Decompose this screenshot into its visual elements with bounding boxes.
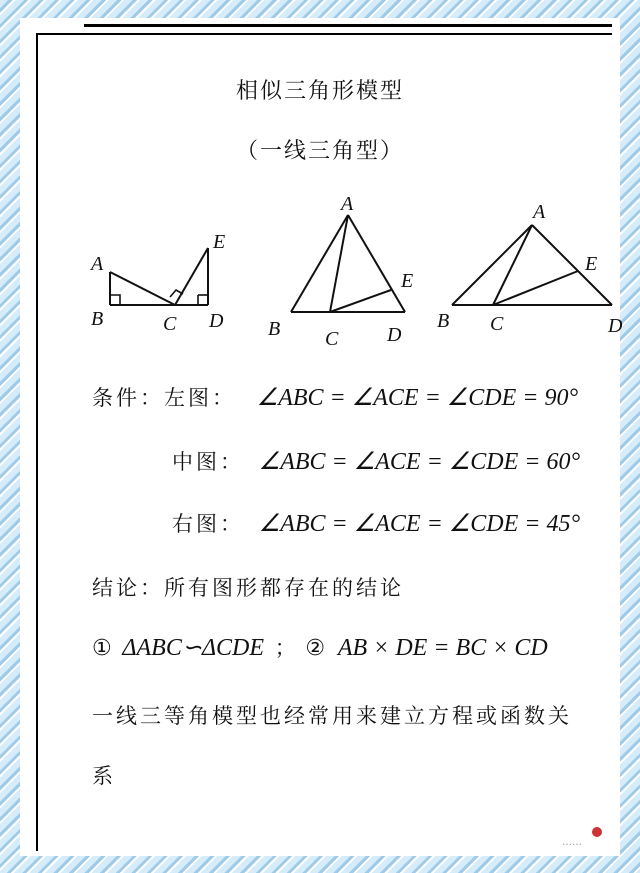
condition-right-row <box>172 508 580 538</box>
label-c-left: C <box>163 313 177 335</box>
label-d-right: D <box>608 315 623 337</box>
figures-diagram <box>0 190 640 355</box>
conclusion-item2: AB × DE = BC × CD <box>337 635 548 661</box>
note-text-line2: 系 <box>92 764 116 788</box>
label-a-right: A <box>533 201 546 223</box>
label-e-middle: E <box>401 270 414 292</box>
right-angle-mark-b <box>110 295 120 305</box>
note-text-line1: 一线三等角模型也经常用来建立方程或函数关 <box>92 704 572 728</box>
segment-ad-right <box>532 225 612 305</box>
label-b-middle: B <box>268 318 281 340</box>
conclusion-item1-marker: ① <box>92 636 112 661</box>
figure-middle <box>291 215 405 312</box>
label-d-left: D <box>209 310 224 332</box>
conclusion-label: 结论：所有图形都存在的结论 <box>92 576 404 600</box>
segment-ce-right <box>493 271 578 305</box>
label-a-left: A <box>91 253 104 275</box>
label-c-middle: C <box>325 328 339 350</box>
label-a-middle: A <box>341 193 354 215</box>
label-b-right: B <box>437 310 450 332</box>
segment-ce-left <box>175 248 208 305</box>
seal-icon <box>592 827 602 837</box>
page-subtitle: （一线三角型） <box>235 139 404 164</box>
label-b-left: B <box>91 308 104 330</box>
conclusion-item2-marker: ② <box>305 636 326 661</box>
condition-middle-expr: ∠ABC = ∠ACE = ∠CDE = 60° <box>258 449 581 475</box>
segment-ce-middle <box>330 290 391 312</box>
label-d-middle: D <box>387 324 402 346</box>
note-line2 <box>92 760 116 790</box>
condition-right-expr: ∠ABC = ∠ACE = ∠CDE = 45° <box>258 511 581 537</box>
condition-middle-label: 中图： <box>172 450 244 474</box>
watermark: …… <box>562 837 582 848</box>
label-e-left: E <box>213 231 226 253</box>
conclusion-item1: ΔABC∽ΔCDE <box>122 635 265 661</box>
top-rule-upper <box>84 24 612 27</box>
condition-left-row <box>92 382 578 412</box>
label-e-right: E <box>585 253 598 275</box>
conclusion-items-row <box>92 632 548 662</box>
top-rule-lower <box>36 33 612 35</box>
segment-ad-middle <box>348 215 405 312</box>
condition-left-expr: ∠ABC = ∠ACE = ∠CDE = 90° <box>256 385 579 411</box>
figure-left <box>110 248 208 305</box>
condition-label: 条件： <box>92 386 164 410</box>
page-title: 相似三角形模型 <box>235 79 404 104</box>
condition-right-label: 右图： <box>172 512 244 536</box>
condition-left-label: 左图： <box>164 386 236 410</box>
segment-ac-right <box>493 225 532 305</box>
conclusion-row <box>92 572 404 602</box>
segment-ab-right <box>452 225 532 305</box>
conclusion-separator: ； <box>274 636 299 660</box>
note-line1 <box>92 700 572 730</box>
condition-middle-row <box>172 446 580 476</box>
label-c-right: C <box>490 313 504 335</box>
